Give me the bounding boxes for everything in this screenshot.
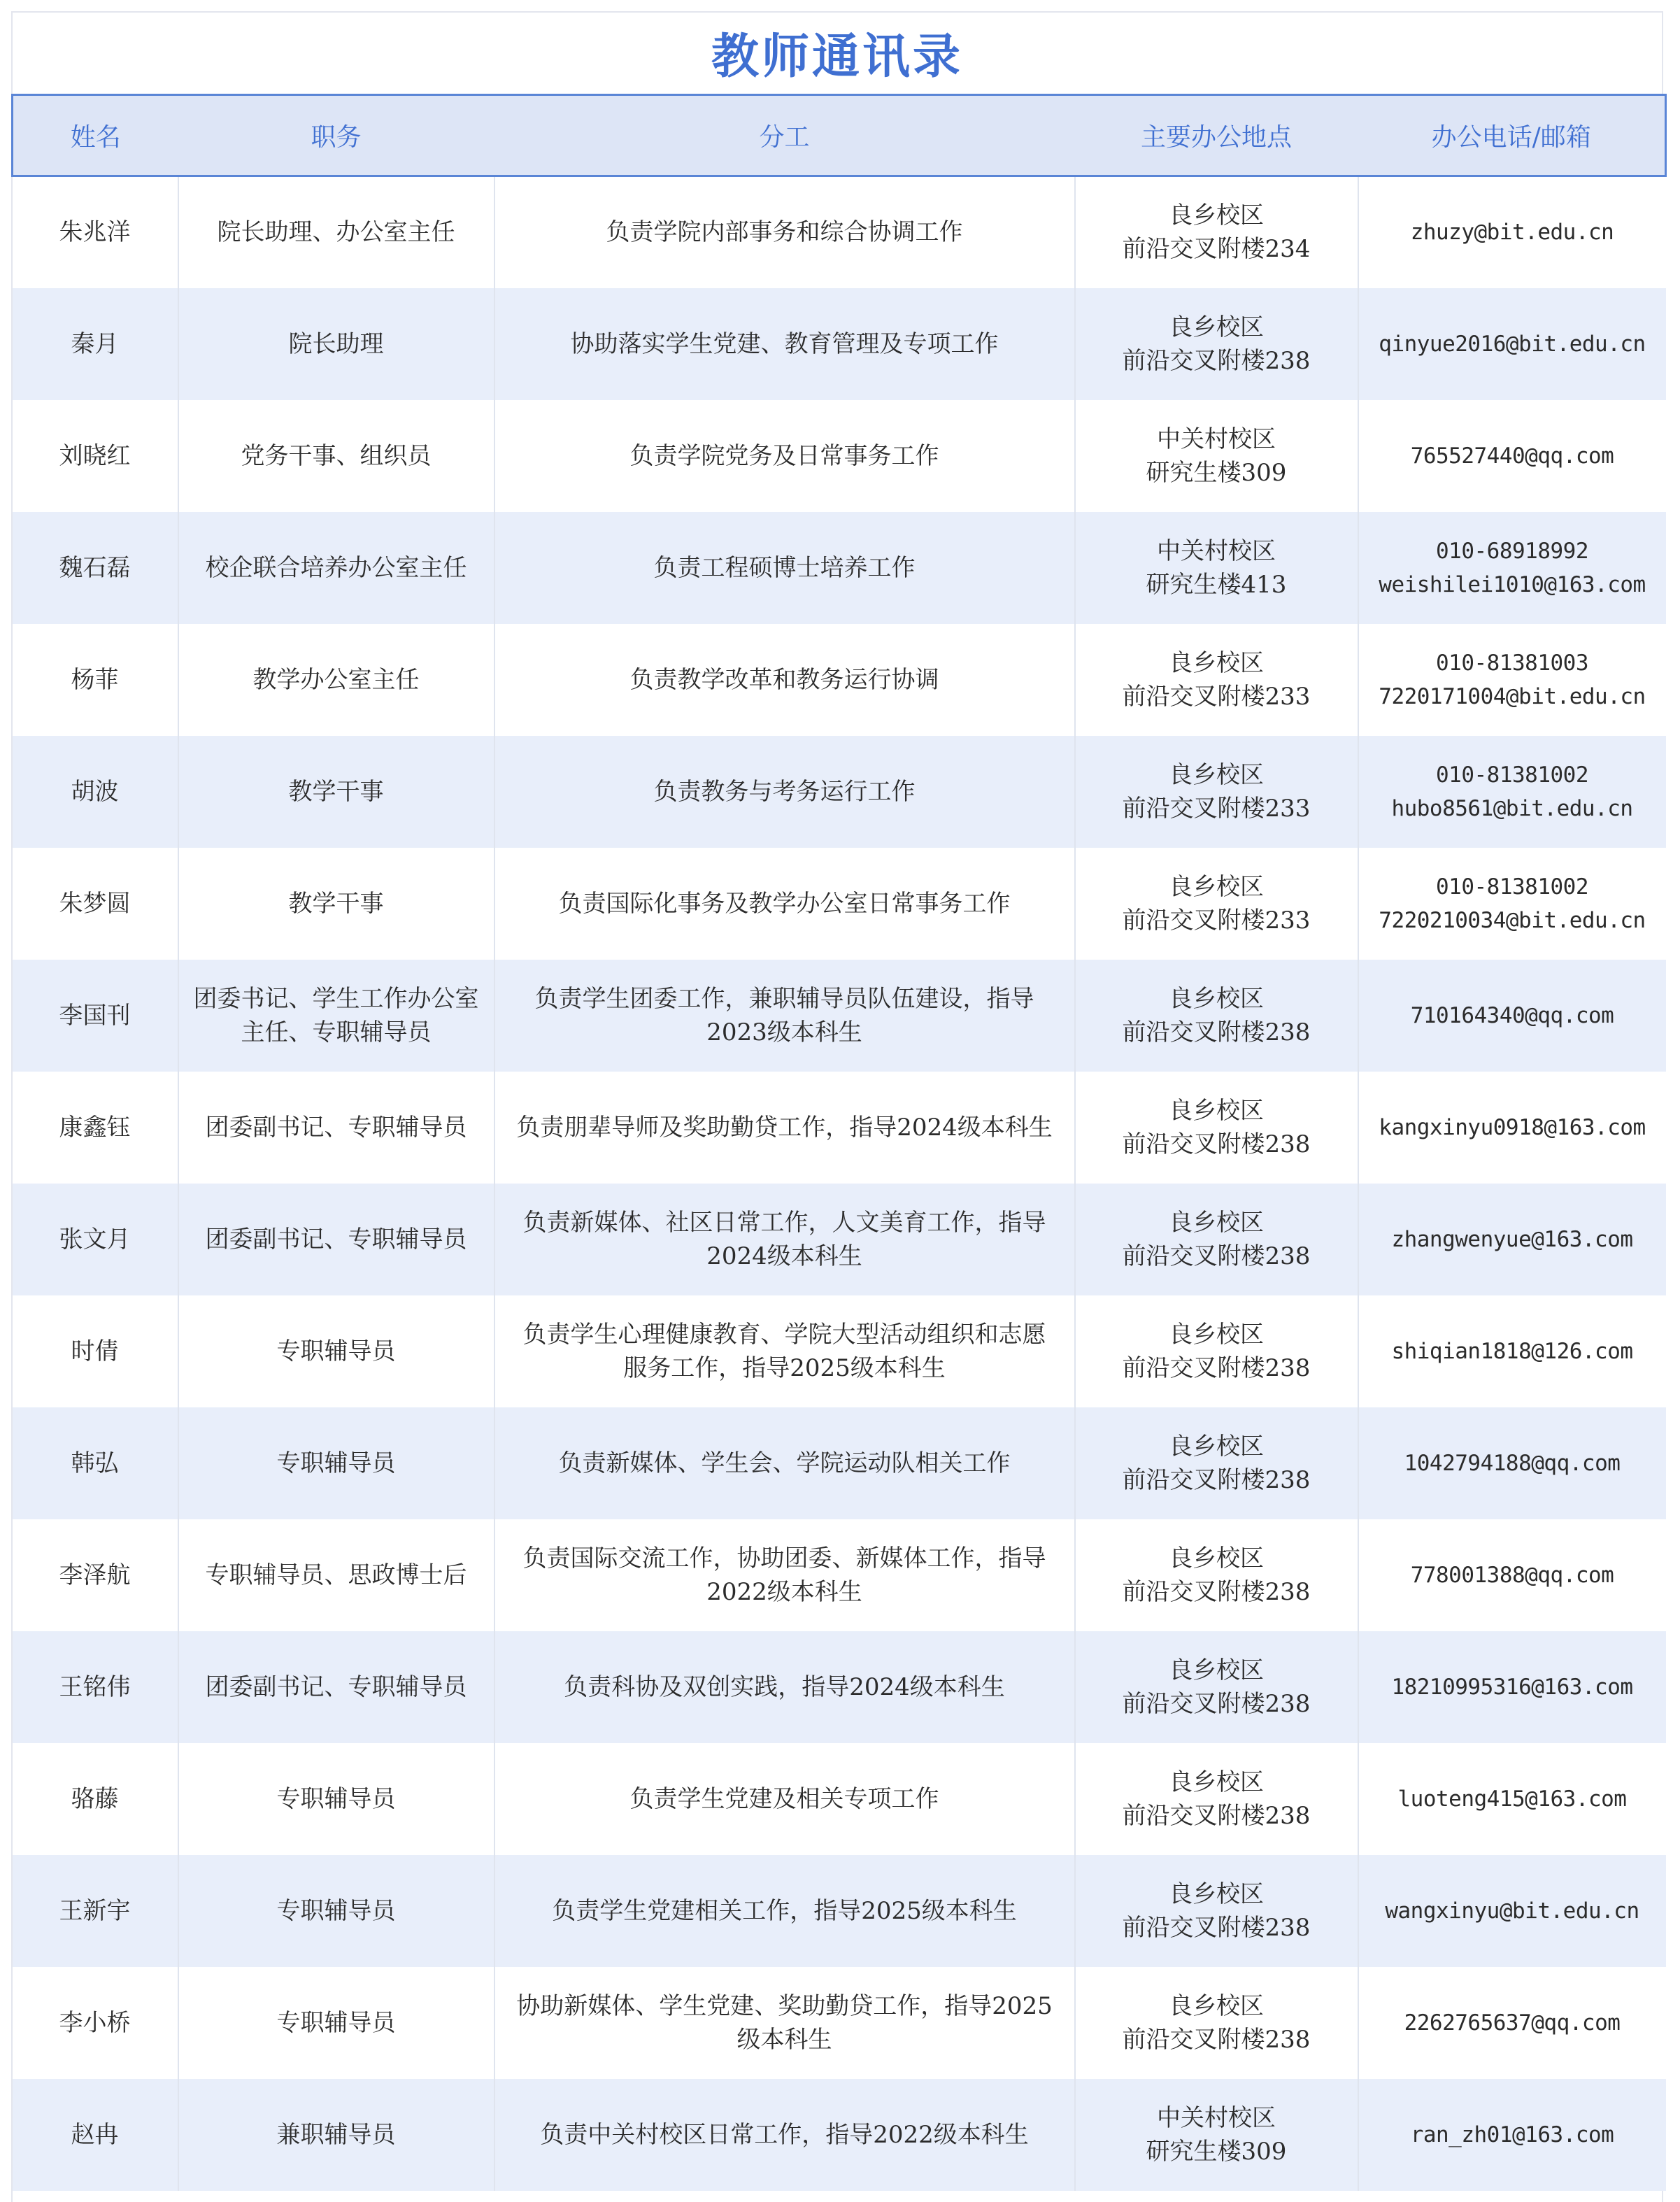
duty-line: 负责工程硕博士培养工作 xyxy=(653,553,916,582)
cell-office xyxy=(1075,288,1358,400)
cell-office xyxy=(1075,512,1358,624)
table-row xyxy=(13,1967,1666,2079)
office-line: 前沿交叉附楼238 xyxy=(1122,1242,1311,1270)
table-row xyxy=(13,1519,1666,1631)
cell-contact xyxy=(1358,1743,1666,1855)
table-row xyxy=(13,736,1666,848)
table-row xyxy=(13,288,1666,400)
contact-line: zhangwenyue@163.com xyxy=(1391,1226,1633,1252)
cell-office xyxy=(1075,848,1358,960)
duty-line: 负责朋辈导师及奖助勤贷工作，指导2024级本科生 xyxy=(516,1113,1053,1142)
duty-line: 负责学院党务及日常事务工作 xyxy=(629,441,939,470)
cell-name: 骆藤 xyxy=(71,1784,119,1813)
cell-position: 专职辅导员 xyxy=(178,1295,494,1407)
duty-line: 负责中关村校区日常工作，指导2022级本科生 xyxy=(540,2120,1029,2149)
office-line: 前沿交叉附楼234 xyxy=(1122,235,1311,264)
cell-duty xyxy=(494,624,1075,736)
office-line: 前沿交叉附楼238 xyxy=(1122,1577,1311,1606)
duty-line: 2022级本科生 xyxy=(706,1577,862,1606)
cell-duty xyxy=(494,1519,1075,1631)
table-row xyxy=(13,848,1666,960)
table-row xyxy=(13,1072,1666,1184)
cell-duty xyxy=(494,288,1075,400)
cell-position: 专职辅导员 xyxy=(178,1967,494,2079)
cell-duty xyxy=(494,1967,1075,2079)
table-row xyxy=(13,1295,1666,1407)
cell-contact xyxy=(1358,1855,1666,1967)
cell-position: 教学干事 xyxy=(178,848,494,960)
cell-name: 韩弘 xyxy=(71,1449,119,1477)
duty-line: 2023级本科生 xyxy=(706,1018,862,1046)
cell-name: 李泽航 xyxy=(59,1561,131,1589)
office-line: 前沿交叉附楼238 xyxy=(1122,2025,1311,2054)
table-row xyxy=(13,512,1666,624)
contact-line: 18210995316@163.com xyxy=(1391,1674,1633,1700)
cell-office xyxy=(1075,2079,1358,2191)
office-line: 前沿交叉附楼238 xyxy=(1122,1913,1311,1942)
cell-name: 朱兆洋 xyxy=(59,218,131,247)
office-line: 前沿交叉附楼233 xyxy=(1122,906,1311,935)
cell-office xyxy=(1075,1631,1358,1743)
contact-line: 2262765637@qq.com xyxy=(1404,2010,1621,2036)
contact-line: 010-68918992 xyxy=(1436,538,1588,564)
cell-name: 魏石磊 xyxy=(59,553,131,582)
office-line: 研究生楼413 xyxy=(1146,570,1287,599)
table-row xyxy=(13,1184,1666,1295)
contact-line: 010-81381002 xyxy=(1436,762,1588,788)
office-line: 良乡校区 xyxy=(1169,872,1264,901)
office-line: 良乡校区 xyxy=(1169,1880,1264,1908)
cell-contact xyxy=(1358,736,1666,848)
cell-contact xyxy=(1358,1295,1666,1407)
cell-duty xyxy=(494,848,1075,960)
cell-position: 专职辅导员 xyxy=(178,1855,494,1967)
contact-line: 010-81381003 xyxy=(1436,650,1588,676)
directory-table xyxy=(11,94,1667,2191)
contact-line: hubo8561@bit.edu.cn xyxy=(1391,795,1633,821)
contact-line: shiqian1818@126.com xyxy=(1391,1338,1633,1364)
cell-office xyxy=(1075,400,1358,512)
cell-name: 朱梦圆 xyxy=(59,889,131,918)
duty-line: 协助落实学生党建、教育管理及专项工作 xyxy=(570,329,999,358)
cell-office xyxy=(1075,1295,1358,1407)
table-row xyxy=(13,1743,1666,1855)
duty-line: 负责国际交流工作，协助团委、新媒体工作，指导 xyxy=(522,1544,1046,1572)
cell-office xyxy=(1075,1855,1358,1967)
cell-duty xyxy=(494,1631,1075,1743)
cell-office xyxy=(1075,1743,1358,1855)
duty-line: 负责国际化事务及教学办公室日常事务工作 xyxy=(558,889,1011,918)
cell-contact xyxy=(1358,1967,1666,2079)
cell-office xyxy=(1075,1072,1358,1184)
duty-line: 负责学生团委工作，兼职辅导员队伍建设，指导 xyxy=(534,984,1034,1013)
office-line: 良乡校区 xyxy=(1169,1432,1264,1461)
cell-position: 专职辅导员 xyxy=(178,1407,494,1519)
office-line: 良乡校区 xyxy=(1169,1991,1264,2020)
office-line: 中关村校区 xyxy=(1157,537,1276,565)
cell-name: 王铭伟 xyxy=(59,1672,131,1701)
office-line: 良乡校区 xyxy=(1169,648,1264,677)
cell-position: 兼职辅导员 xyxy=(178,2079,494,2191)
table-row xyxy=(13,960,1666,1072)
office-line: 良乡校区 xyxy=(1169,201,1264,230)
cell-name: 康鑫钰 xyxy=(59,1113,131,1142)
office-line: 前沿交叉附楼238 xyxy=(1122,1354,1311,1382)
table-row xyxy=(13,624,1666,736)
cell-name: 张文月 xyxy=(59,1225,131,1253)
office-line: 前沿交叉附楼238 xyxy=(1122,1689,1311,1718)
office-line: 良乡校区 xyxy=(1169,1544,1264,1572)
duty-line: 级本科生 xyxy=(736,2025,832,2054)
cell-office xyxy=(1075,1967,1358,2079)
cell-contact xyxy=(1358,1072,1666,1184)
contact-line: 710164340@qq.com xyxy=(1410,1002,1614,1028)
cell-contact xyxy=(1358,512,1666,624)
cell-position: 教学办公室主任 xyxy=(178,624,494,736)
duty-line: 负责学生党建相关工作，指导2025级本科生 xyxy=(552,1896,1017,1925)
office-line: 中关村校区 xyxy=(1157,425,1276,453)
office-line: 前沿交叉附楼238 xyxy=(1122,1801,1311,1830)
contact-line: 7220210034@bit.edu.cn xyxy=(1379,907,1646,933)
cell-name: 秦月 xyxy=(71,329,119,358)
office-line: 前沿交叉附楼238 xyxy=(1122,1465,1311,1494)
office-line: 良乡校区 xyxy=(1169,313,1264,341)
office-line: 研究生楼309 xyxy=(1146,2137,1287,2166)
cell-name: 赵冉 xyxy=(71,2120,119,2149)
contact-line: ran_zh01@163.com xyxy=(1410,2122,1614,2147)
office-line: 中关村校区 xyxy=(1157,2103,1276,2132)
contact-line: 778001388@qq.com xyxy=(1410,1562,1614,1588)
cell-name: 时倩 xyxy=(71,1337,119,1365)
office-line: 前沿交叉附楼238 xyxy=(1122,1018,1311,1046)
duty-line: 负责科协及双创实践，指导2024级本科生 xyxy=(564,1672,1005,1701)
cell-duty xyxy=(494,400,1075,512)
duty-line: 负责学生心理健康教育、学院大型活动组织和志愿 xyxy=(522,1320,1046,1349)
cell-duty xyxy=(494,960,1075,1072)
contact-line: qinyue2016@bit.edu.cn xyxy=(1379,331,1646,357)
duty-line: 负责新媒体、学生会、学院运动队相关工作 xyxy=(558,1449,1011,1477)
contact-line: 1042794188@qq.com xyxy=(1404,1450,1621,1476)
table-row xyxy=(13,1855,1666,1967)
cell-position: 党务干事、组织员 xyxy=(178,400,494,512)
contact-line: 010-81381002 xyxy=(1436,874,1588,900)
office-line: 良乡校区 xyxy=(1169,1656,1264,1684)
contact-line: 7220171004@bit.edu.cn xyxy=(1379,683,1646,709)
cell-duty xyxy=(494,1072,1075,1184)
office-line: 良乡校区 xyxy=(1169,984,1264,1013)
contact-line: luoteng415@163.com xyxy=(1397,1786,1627,1812)
contact-line: wangxinyu@bit.edu.cn xyxy=(1385,1898,1639,1924)
cell-name: 胡波 xyxy=(71,777,119,806)
table-row xyxy=(13,176,1666,288)
office-line: 良乡校区 xyxy=(1169,1096,1264,1125)
duty-line: 2024级本科生 xyxy=(706,1242,862,1270)
cell-office xyxy=(1075,624,1358,736)
office-line: 前沿交叉附楼233 xyxy=(1122,794,1311,823)
contact-line: kangxinyu0918@163.com xyxy=(1379,1114,1646,1140)
cell-duty xyxy=(494,1407,1075,1519)
cell-duty xyxy=(494,512,1075,624)
cell-position: 教学干事 xyxy=(178,736,494,848)
cell-position: 团委副书记、专职辅导员 xyxy=(178,1631,494,1743)
cell-contact xyxy=(1358,288,1666,400)
cell-name: 王新宇 xyxy=(59,1896,131,1925)
cell-duty xyxy=(494,736,1075,848)
cell-office xyxy=(1075,1407,1358,1519)
office-line: 前沿交叉附楼233 xyxy=(1122,682,1311,711)
office-line: 良乡校区 xyxy=(1169,1768,1264,1796)
office-line: 良乡校区 xyxy=(1169,1320,1264,1349)
cell-office xyxy=(1075,1519,1358,1631)
cell-name: 杨菲 xyxy=(71,665,119,694)
office-line: 前沿交叉附楼238 xyxy=(1122,1130,1311,1158)
cell-name: 刘晓红 xyxy=(59,441,131,470)
duty-line: 协助新媒体、学生党建、奖助勤贷工作，指导2025 xyxy=(516,1991,1053,2020)
header-row xyxy=(13,95,1666,176)
office-line: 良乡校区 xyxy=(1169,1208,1264,1237)
cell-contact xyxy=(1358,1184,1666,1295)
cell-position: 校企联合培养办公室主任 xyxy=(178,512,494,624)
cell-name: 李国刊 xyxy=(59,1001,131,1030)
duty-line: 负责新媒体、社区日常工作，人文美育工作，指导 xyxy=(522,1208,1046,1237)
cell-duty xyxy=(494,1743,1075,1855)
table-row xyxy=(13,1631,1666,1743)
cell-position: 专职辅导员、思政博士后 xyxy=(178,1519,494,1631)
cell-office xyxy=(1075,960,1358,1072)
table-body xyxy=(13,176,1666,2191)
cell-contact xyxy=(1358,848,1666,960)
table-row xyxy=(13,400,1666,512)
cell-duty xyxy=(494,1295,1075,1407)
cell-office xyxy=(1075,1184,1358,1295)
contact-line: weishilei1010@163.com xyxy=(1379,571,1646,597)
office-line: 良乡校区 xyxy=(1169,760,1264,789)
contact-line: 765527440@qq.com xyxy=(1410,443,1614,469)
header-name: 姓名 xyxy=(13,95,178,176)
cell-contact xyxy=(1358,960,1666,1072)
cell-contact xyxy=(1358,624,1666,736)
cell-contact xyxy=(1358,400,1666,512)
cell-name: 李小桥 xyxy=(59,2008,131,2037)
duty-line: 负责教学改革和教务运行协调 xyxy=(629,665,939,694)
duty-line: 负责学院内部事务和综合协调工作 xyxy=(606,218,963,247)
cell-office xyxy=(1075,736,1358,848)
cell-contact xyxy=(1358,2079,1666,2191)
cell-contact xyxy=(1358,1519,1666,1631)
table-row xyxy=(13,1407,1666,1519)
cell-position: 院长助理、办公室主任 xyxy=(178,176,494,288)
table-row xyxy=(13,2079,1666,2191)
cell-contact xyxy=(1358,1407,1666,1519)
office-line: 研究生楼309 xyxy=(1146,458,1287,487)
cell-duty xyxy=(494,1184,1075,1295)
header-contact: 办公电话/邮箱 xyxy=(1358,95,1666,176)
cell-contact xyxy=(1358,1631,1666,1743)
cell-position: 专职辅导员 xyxy=(178,1743,494,1855)
contact-line: zhuzy@bit.edu.cn xyxy=(1410,220,1614,246)
cell-office xyxy=(1075,176,1358,288)
cell-duty xyxy=(494,176,1075,288)
cell-duty xyxy=(494,2079,1075,2191)
header-duty: 分工 xyxy=(494,95,1075,176)
cell-position: 团委书记、学生工作办公室主任、专职辅导员 xyxy=(178,960,494,1072)
page-title: 教师通讯录 xyxy=(711,29,963,85)
duty-line: 服务工作，指导2025级本科生 xyxy=(623,1354,946,1382)
duty-line: 负责教务与考务运行工作 xyxy=(653,777,916,806)
header-office: 主要办公地点 xyxy=(1075,95,1358,176)
cell-position: 院长助理 xyxy=(178,288,494,400)
cell-duty xyxy=(494,1855,1075,1967)
office-line: 前沿交叉附楼238 xyxy=(1122,346,1311,375)
cell-position: 团委副书记、专职辅导员 xyxy=(178,1072,494,1184)
duty-line: 负责学生党建及相关专项工作 xyxy=(629,1784,939,1813)
header-position: 职务 xyxy=(178,95,494,176)
cell-position: 团委副书记、专职辅导员 xyxy=(178,1184,494,1295)
cell-contact xyxy=(1358,176,1666,288)
